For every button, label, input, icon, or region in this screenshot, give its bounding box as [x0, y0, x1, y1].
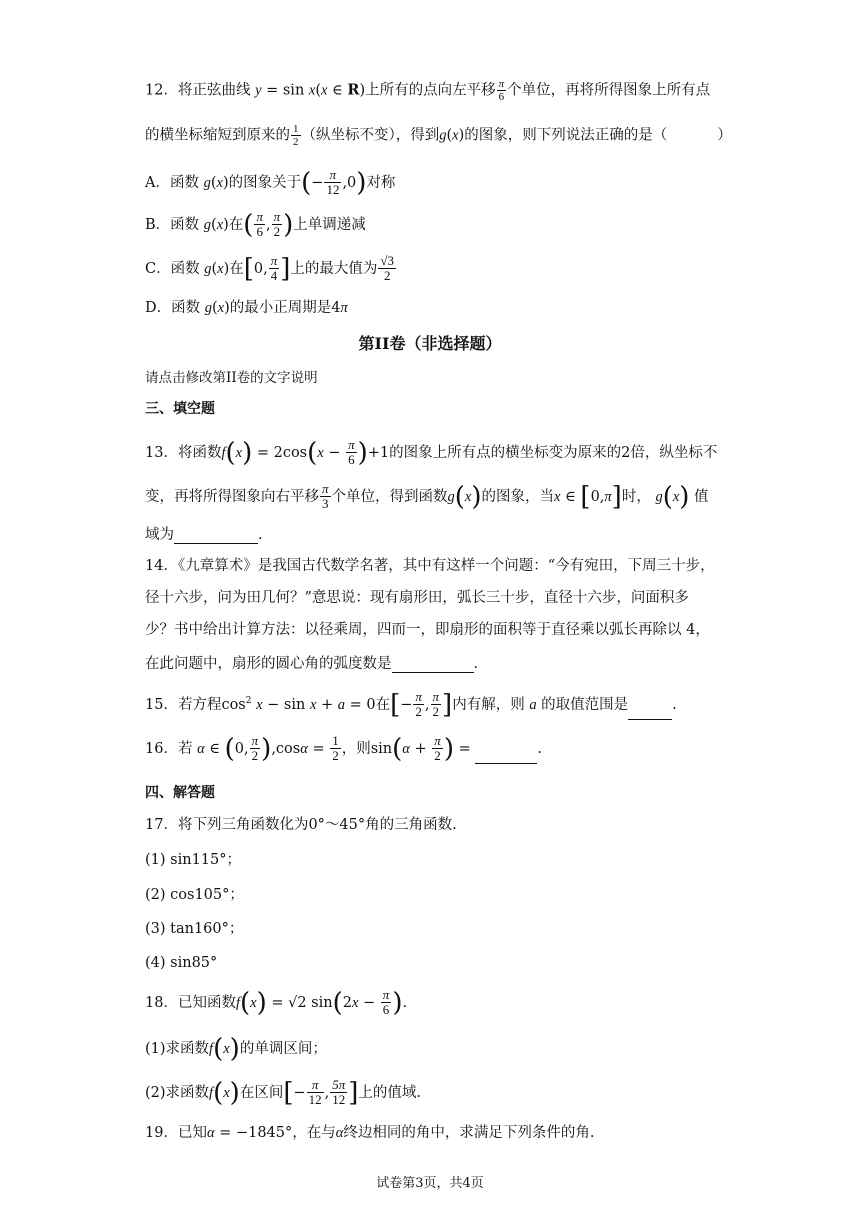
answer-blank[interactable] — [628, 705, 672, 720]
section-answer: 四、解答题 — [145, 785, 215, 801]
option-a-text2: 的图象关于 — [228, 174, 302, 191]
q12-option-c: C．函数 g(x)在[0, $\frac{\pi}{4}$ ]上的最大值为 $\frac{√3}{2}$ — [145, 253, 395, 284]
q15-text-c: 内有解，则 — [452, 696, 525, 713]
q12-option-b: B．函数 g(x)在( $\frac{\pi}{6}$ , $\frac{\pi}{2}$ )上单调递减 — [145, 209, 366, 240]
q16-text-b: ，则 — [341, 740, 371, 757]
q13-line1: 13．将函数f(x) = 2cos(x − $\frac{\pi}{6}$ )+1的图象上所有点的横坐标变为原来的2倍，纵坐标不 — [145, 437, 718, 468]
option-b-text3: 上单调递减 — [293, 216, 366, 233]
q16-text-a: 16．若 — [145, 740, 193, 757]
q18-text-d: 的单调区间； — [239, 1041, 327, 1057]
option-a-text: A．函数 — [145, 174, 199, 191]
option-c-text3: 上的最大值为 — [290, 260, 378, 277]
option-a-text3: 对称 — [366, 174, 396, 191]
q13-text-d: 个单位，得到函数 — [331, 488, 448, 505]
answer-blank[interactable] — [392, 658, 474, 673]
q14-line3: 少？书中给出计算方法：以径乘周，四而一，即扇形的面积等于直径乘以弧长再除以 4， — [145, 622, 710, 638]
q18-text-c: (1)求函数 — [145, 1041, 210, 1057]
q13-text-h: 域为 — [145, 527, 174, 543]
option-d-text2: 的最小正周期是 — [229, 300, 332, 316]
q17-item-3: (3) tan160°； — [145, 921, 244, 937]
q18-part1: (1)求函数f(x)的单调区间； — [145, 1034, 327, 1064]
option-d-text: D．函数 — [145, 300, 201, 316]
q13-text-e: 的图象，当 — [481, 488, 555, 505]
section-fill-in: 三、填空题 — [145, 401, 215, 417]
q18-part2: (2)求函数f(x)在区间[− $\frac{\pi}{12}$ , $\frac{5\pi}{12}$ ]上的值域. — [145, 1077, 422, 1108]
q13-line2: 变，再将所得图象向右平移 $\frac{\pi}{3}$ 个单位，得到函数g(x)的图象，当x ∈ [0,π]时， g(x) 值 — [145, 481, 709, 512]
q15-text-b: 在 — [375, 696, 391, 713]
q12-text-g: ） — [717, 127, 732, 144]
q17-stem: 17．将下列三角函数化为0°～45°角的三角函数. — [145, 817, 457, 833]
q18-text-g: 上的值域. — [358, 1084, 422, 1101]
q18-text-a: 18．已知函数 — [145, 994, 236, 1011]
q18-text-b: . — [402, 994, 408, 1011]
q19-text-c: 终边相同的角中，求满足下列条件的角. — [343, 1125, 595, 1141]
q17-item-2: (2) cos105°； — [145, 887, 244, 903]
q13-text-b: 的图象上所有点的横坐标变为原来的2倍，纵坐标不 — [389, 444, 718, 461]
q14-text-b: . — [473, 656, 479, 672]
part2-title: 第II卷（非选择题） — [358, 334, 502, 353]
q15-text-e: . — [672, 696, 677, 713]
q13-text-a: 13．将函数 — [145, 444, 222, 461]
q15-line: 15．若方程$\cos^2 x - \sin x + a = 0$在[− $\frac{\pi}{2}$ , $\frac{\pi}{2}$ ]内有解，则 a 的取值范围是 . — [145, 689, 677, 720]
q19-text-b: ，在与 — [292, 1125, 336, 1141]
q14-text-a: 在此问题中，扇形的圆心角的弧度数是 — [145, 656, 392, 672]
q12-line1: 12．将正弦曲线 y = sin x(x ∈ R)上所有的点向左平移 $\frac{\pi}{6}$ 个单位，再将所得图象上所有点 — [145, 78, 711, 104]
q12-line2: 的横坐标缩短到原来的 $\frac{1}{2}$ （纵坐标不变），得到g(x)的图象，则下列说法正确的是（ ） — [145, 123, 732, 149]
q17-item-4: (4) sin85° — [145, 955, 218, 971]
option-b-text: B．函数 — [145, 216, 200, 233]
answer-blank[interactable] — [475, 749, 537, 764]
q12-option-a: A．函数 g(x)的图象关于(− $\frac{\pi}{12}$ ,0)对称 — [145, 167, 396, 198]
q18-text-f: 在区间 — [239, 1084, 284, 1101]
answer-blank[interactable] — [174, 529, 258, 544]
q12-option-d: D．函数 g(x)的最小正周期是4π — [145, 300, 348, 316]
q13-text-i: . — [258, 527, 263, 543]
q13-text-f: 时， — [621, 488, 651, 505]
q12-text-b: 上所有的点向左平移 — [365, 82, 496, 99]
q15-text-d: 的取值范围是 — [541, 696, 629, 713]
q14-line4 — [145, 656, 478, 673]
q17-item-1: (1) sin115°； — [145, 852, 241, 868]
part2-note: 请点击修改第II卷的文字说明 — [145, 370, 318, 386]
option-c-text: C．函数 — [145, 260, 200, 277]
q14-line1: 14．《九章算术》是我国古代数学名著，其中有这样一个问题：“今有宛田，下周三十步， — [145, 558, 715, 574]
q12-text-e: （纵坐标不变），得到 — [301, 127, 440, 144]
q13-text-c: 变，再将所得图象向右平移 — [145, 488, 319, 505]
q15-text-a: 15．若方程 — [145, 696, 222, 713]
q12-text-d: 的横坐标缩短到原来的 — [145, 127, 290, 144]
page-footer: 试卷第3页，共4页 — [376, 1176, 484, 1191]
q12-text-c: 个单位，再将所得图象上所有点 — [507, 82, 711, 99]
q18-stem: 18．已知函数f(x) = √2 sin(2x − $\frac{\pi}{6}$ ). — [145, 987, 408, 1018]
q19-stem: 19．已知α = −1845°，在与α终边相同的角中，求满足下列条件的角. — [145, 1125, 595, 1141]
q12-text-a: 12．将正弦曲线 — [145, 82, 251, 99]
q13-line3 — [145, 527, 263, 544]
q18-text-e: (2)求函数 — [145, 1084, 210, 1101]
q14-line2: 径十六步，问为田几何？”意思说：现有扇形田，弧长三十步，直径十六步，问面积多 — [145, 590, 689, 606]
option-c-text2: 在 — [229, 260, 244, 277]
q13-text-g: 值 — [694, 488, 709, 505]
q16-line: 16．若 α ∈ (0, $\frac{\pi}{2}$ ),cosα = $\frac{1}{2}$ ，则sin(α + $\frac{\pi}{2}$ ) = . — [145, 733, 542, 764]
q12-text-f: 的图象，则下列说法正确的是（ — [464, 127, 668, 144]
q19-text-a: 19．已知 — [145, 1125, 207, 1141]
option-b-text2: 在 — [228, 216, 244, 233]
q16-text-c: . — [537, 740, 542, 757]
